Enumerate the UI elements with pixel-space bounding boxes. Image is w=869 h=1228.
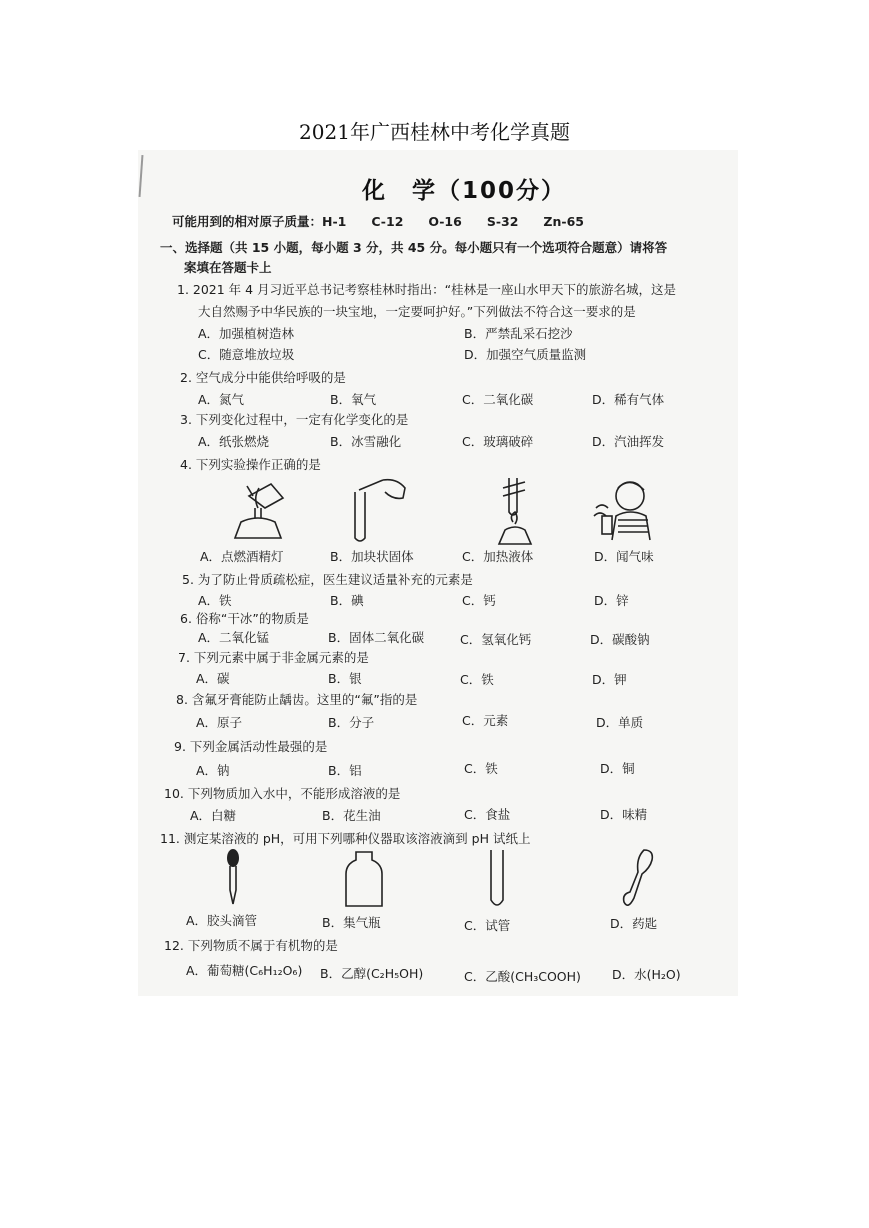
- smelling-gas-illustration: [588, 476, 660, 546]
- question-11-stem: 11. 测定某溶液的 pH，可用下列哪种仪器取该溶液滴到 pH 试纸上: [160, 831, 531, 846]
- question-3-option-b: B．冰雪融化: [330, 434, 402, 449]
- question-9-option-c: C．铁: [464, 761, 498, 776]
- alcohol-lamp-lighting-illustration: [225, 478, 291, 544]
- question-4-option-a: A．点燃酒精灯: [200, 549, 284, 564]
- question-5-stem: 5. 为了防止骨质疏松症，医生建议适量补充的元素是: [182, 572, 473, 587]
- question-11-option-d: D．药匙: [610, 916, 658, 931]
- question-11-option-a: A．胶头滴管: [186, 913, 258, 928]
- question-8-option-d: D．单质: [596, 715, 644, 730]
- atomic-masses: 可能用到的相对原子质量：H-1 C-12 O-16 S-32 Zn-65: [172, 214, 584, 229]
- question-1-stem-cont: 大自然赐予中华民族的一块宝地，一定要呵护好。”下列做法不符合这一要求的是: [198, 304, 636, 319]
- question-6-option-c: C．氢氧化钙: [460, 632, 532, 647]
- question-5-option-b: B．碘: [330, 593, 364, 608]
- question-10-option-a: A．白糖: [190, 808, 237, 823]
- dropper-illustration: [222, 848, 244, 908]
- question-10-option-b: B．花生油: [322, 808, 381, 823]
- question-1-option-b: B．严禁乱采石挖沙: [464, 326, 573, 341]
- question-11-option-c: C．试管: [464, 918, 511, 933]
- question-8-option-c: C．元素: [462, 713, 509, 728]
- question-9-option-b: B．铝: [328, 763, 362, 778]
- question-3-option-d: D．汽油挥发: [592, 434, 665, 449]
- question-7-option-b: B．银: [328, 671, 362, 686]
- question-9-option-d: D．铜: [600, 761, 635, 776]
- question-4-option-b: B．加块状固体: [330, 549, 414, 564]
- question-2-option-d: D．稀有气体: [592, 392, 665, 407]
- question-1-option-a: A．加强植树造林: [198, 326, 295, 341]
- question-8-stem: 8. 含氟牙膏能防止龋齿。这里的“氟”指的是: [176, 692, 418, 707]
- question-7-option-a: A．碳: [196, 671, 230, 686]
- question-6-option-a: A．二氧化锰: [198, 630, 270, 645]
- question-2-option-a: A．氮气: [198, 392, 245, 407]
- question-12-option-c: C．乙酸(CH₃COOH): [464, 969, 581, 984]
- question-5-option-c: C．钙: [462, 593, 496, 608]
- question-5-option-d: D．锌: [594, 593, 629, 608]
- question-6-option-d: D．碳酸钠: [590, 632, 650, 647]
- gas-collecting-bottle-illustration: [344, 850, 384, 908]
- question-7-option-d: D．钾: [592, 672, 627, 687]
- question-6-option-b: B．固体二氧化碳: [328, 630, 425, 645]
- test-tube-solid-illustration: [345, 476, 415, 546]
- test-tube-illustration: [486, 848, 508, 910]
- question-2-option-c: C．二氧化碳: [462, 392, 534, 407]
- section1-instructions-cont: 案填在答题卡上: [184, 260, 272, 275]
- question-9-option-a: A．钠: [196, 763, 230, 778]
- question-12-stem: 12. 下列物质不属于有机物的是: [164, 938, 338, 953]
- heating-liquid-illustration: [485, 472, 545, 550]
- question-12-option-a: A．葡萄糖(C₆H₁₂O₆): [186, 963, 303, 978]
- question-4-stem: 4. 下列实验操作正确的是: [180, 457, 321, 472]
- question-1-option-c: C．随意堆放垃圾: [198, 347, 295, 362]
- question-7-option-c: C．铁: [460, 672, 494, 687]
- question-3-option-a: A．纸张燃烧: [198, 434, 270, 449]
- medicine-spoon-illustration: [620, 846, 660, 912]
- question-2-option-b: B．氧气: [330, 392, 377, 407]
- question-1-option-d: D．加强空气质量监测: [464, 347, 587, 362]
- question-12-option-b: B．乙醇(C₂H₅OH): [320, 966, 424, 981]
- question-1-stem: 1. 2021 年 4 月习近平总书记考察桂林时指出：“桂林是一座山水甲天下的旅游名城，这是: [177, 282, 677, 297]
- question-2-stem: 2. 空气成分中能供给呼吸的是: [180, 370, 346, 385]
- subject-heading: 化 学（100分）: [362, 178, 567, 204]
- page-title: 2021年广西桂林中考化学真题: [299, 120, 570, 144]
- question-4-option-d: D．闻气味: [594, 549, 654, 564]
- question-8-option-a: A．原子: [196, 715, 243, 730]
- question-10-stem: 10. 下列物质加入水中，不能形成溶液的是: [164, 786, 401, 801]
- question-4-option-c: C．加热液体: [462, 549, 534, 564]
- section1-instructions: 一、选择题（共 15 小题，每小题 3 分，共 45 分。每小题只有一个选项符合题意）请将答: [160, 240, 668, 255]
- question-6-stem: 6. 俗称“干冰”的物质是: [180, 611, 309, 626]
- question-3-stem: 3. 下列变化过程中，一定有化学变化的是: [180, 412, 409, 427]
- question-10-option-d: D．味精: [600, 807, 648, 822]
- question-10-option-c: C．食盐: [464, 807, 511, 822]
- question-9-stem: 9. 下列金属活动性最强的是: [174, 739, 328, 754]
- question-7-stem: 7. 下列元素中属于非金属元素的是: [178, 650, 369, 665]
- question-8-option-b: B．分子: [328, 715, 375, 730]
- question-11-option-b: B．集气瓶: [322, 915, 381, 930]
- question-5-option-a: A．铁: [198, 593, 232, 608]
- question-3-option-c: C．玻璃破碎: [462, 434, 534, 449]
- question-12-option-d: D．水(H₂O): [612, 967, 681, 982]
